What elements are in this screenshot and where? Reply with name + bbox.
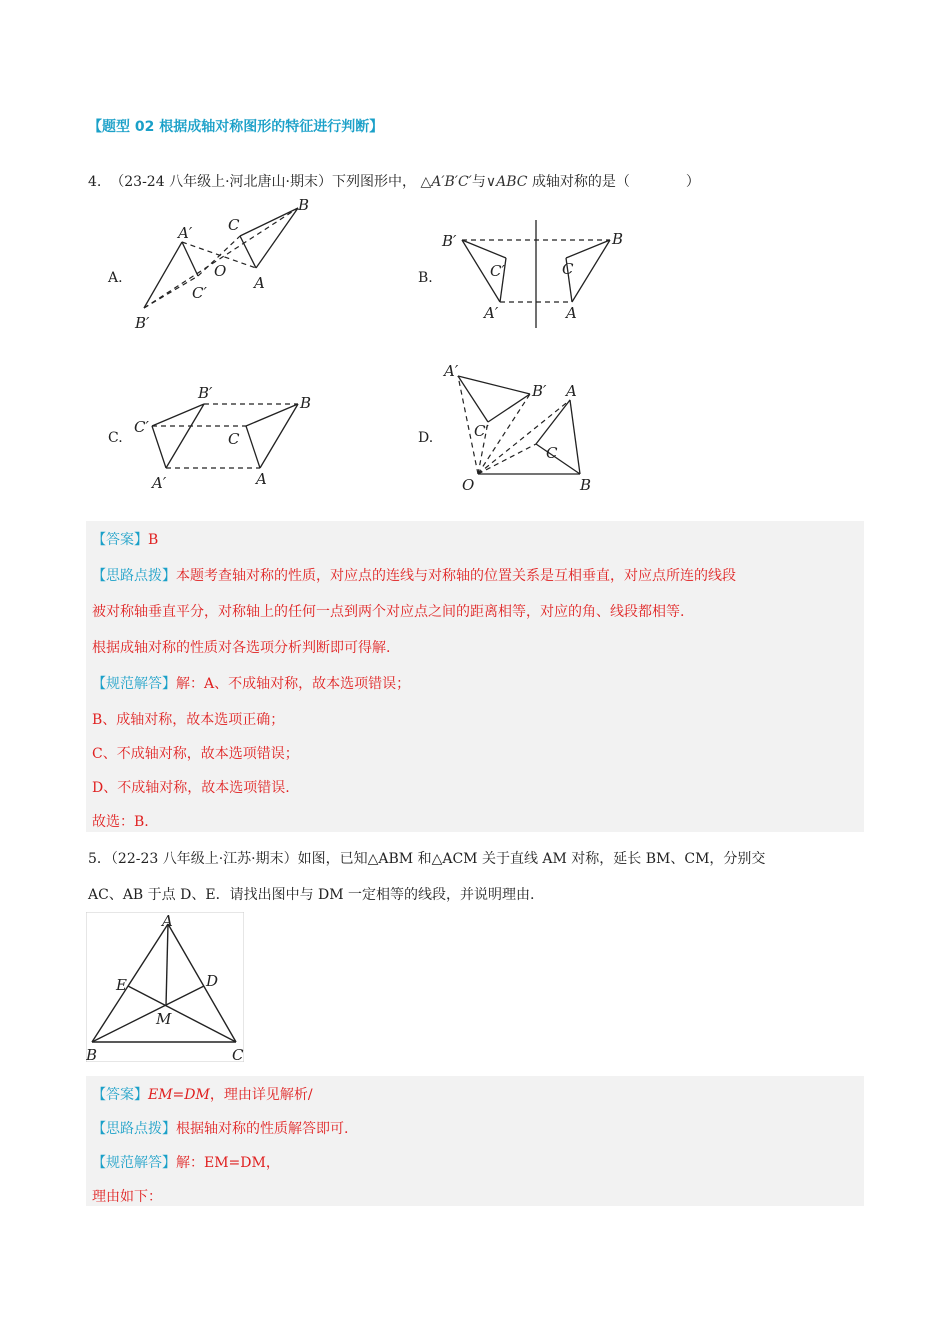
label-a-prime: A′ [444, 362, 459, 380]
hint-text: 根据轴对称的性质解答即可. [176, 1121, 349, 1137]
label-d: D [206, 972, 219, 990]
solution-text-1: 解：EM=DM， [176, 1155, 280, 1171]
answer-line [92, 529, 158, 549]
label-c: C [232, 1046, 244, 1062]
conjunction: 与 [471, 174, 486, 190]
q5-answer-box [86, 1076, 864, 1206]
answer-line [92, 1084, 313, 1104]
option-c-figure [132, 380, 322, 492]
label-a-prime: A′ [484, 304, 499, 322]
label-c-prime: C′ [192, 284, 207, 302]
label-b-prime: B′ [198, 384, 213, 402]
section-title: 【题型 02 根据成轴对称图形的特征进行判断】 [88, 119, 384, 135]
label-b-prime: B′ [442, 232, 457, 250]
label-c: C [228, 216, 240, 234]
hint-line-2: 被对称轴垂直平分，对称轴上的任何一点到两个对应点之间的距离相等，对应的角、线段都相等. [92, 604, 685, 620]
triangle-abc: ∨ABC [485, 174, 528, 190]
label-c: C [228, 430, 240, 448]
triangle-prime: △A′B′C′ [420, 174, 472, 190]
label-a: A [162, 912, 173, 930]
label-c: C [562, 260, 574, 278]
label-a-prime: A′ [178, 224, 193, 242]
answer-tag: 【答案】 [92, 1087, 148, 1103]
option-c-label: C. [108, 430, 123, 446]
hint-tag: 【思路点拨】 [92, 1121, 176, 1137]
solution-line-1 [92, 1152, 280, 1172]
hint-tag: 【思路点拨】 [92, 568, 176, 584]
solution-tag: 【规范解答】 [92, 1155, 176, 1171]
option-b-label: B. [418, 270, 433, 286]
label-b-prime: B′ [135, 314, 150, 332]
question-tail: 成轴对称的是（ ） [531, 174, 700, 190]
question-source: （23-24 八年级上·河北唐山·期末）下列图形中， [110, 174, 416, 190]
label-o: O [214, 262, 227, 280]
label-c-prime: C′ [134, 418, 149, 436]
label-a: A [256, 470, 267, 488]
answer-rest: ，理由详见解析/ [209, 1087, 313, 1103]
label-a: A [254, 274, 265, 292]
label-e: E [116, 976, 127, 994]
label-b: B [612, 230, 624, 248]
solution-text-1: 解：A、不成轴对称，故本选项错误； [176, 676, 411, 692]
solution-line-1 [92, 673, 410, 693]
label-b: B [86, 1046, 98, 1062]
option-b-figure [440, 216, 640, 330]
solution-line-5: 故选：B. [92, 814, 149, 830]
answer-tag: 【答案】 [92, 532, 148, 548]
option-d-figure [438, 360, 608, 494]
solution-line-2: B、成轴对称，故本选项正确； [92, 712, 285, 728]
label-a: A [566, 382, 577, 400]
label-b: B [580, 476, 592, 494]
hint-text-1: 本题考查轴对称的性质，对应点的连线与对称轴的位置关系是互相垂直，对应点所连的线段 [176, 568, 736, 584]
label-c: C [546, 444, 558, 462]
label-m: M [156, 1010, 172, 1028]
answer-value: B [148, 532, 159, 548]
label-a: A [566, 304, 577, 322]
label-a-prime: A′ [152, 474, 167, 492]
label-b: B [298, 196, 310, 214]
question-5-line-1: 5．（22-23 八年级上·江苏·期末）如图，已知△ABM 和△ACM 关于直线 AM 对称，延长 BM、CM，分别交 [88, 851, 766, 867]
option-a-label: A. [108, 270, 123, 286]
label-c-prime: C′ [474, 422, 489, 440]
q4-answer-box [86, 521, 864, 832]
hint-line-3: 根据成轴对称的性质对各选项分析判断即可得解. [92, 640, 391, 656]
option-a-figure [130, 196, 320, 336]
label-b-prime: B′ [532, 382, 547, 400]
question-number: 4. [88, 174, 102, 190]
question-5-figure [86, 912, 244, 1062]
hint-line [92, 1118, 348, 1138]
answer-math: EM=DM [148, 1087, 210, 1103]
solution-line-3: C、不成轴对称，故本选项错误； [92, 746, 299, 762]
question-5-line-2: AC、AB 于点 D、E．请找出图中与 DM 一定相等的线段，并说明理由. [88, 887, 535, 903]
label-o: O [462, 476, 475, 494]
label-c-prime: C′ [490, 262, 505, 280]
solution-line-2: 理由如下： [92, 1189, 162, 1205]
label-b: B [300, 394, 312, 412]
hint-line-1 [92, 565, 736, 585]
solution-line-4: D、不成轴对称，故本选项错误. [92, 780, 290, 796]
solution-tag: 【规范解答】 [92, 676, 176, 692]
question-4-stem [88, 171, 700, 191]
option-d-label: D. [418, 430, 434, 446]
